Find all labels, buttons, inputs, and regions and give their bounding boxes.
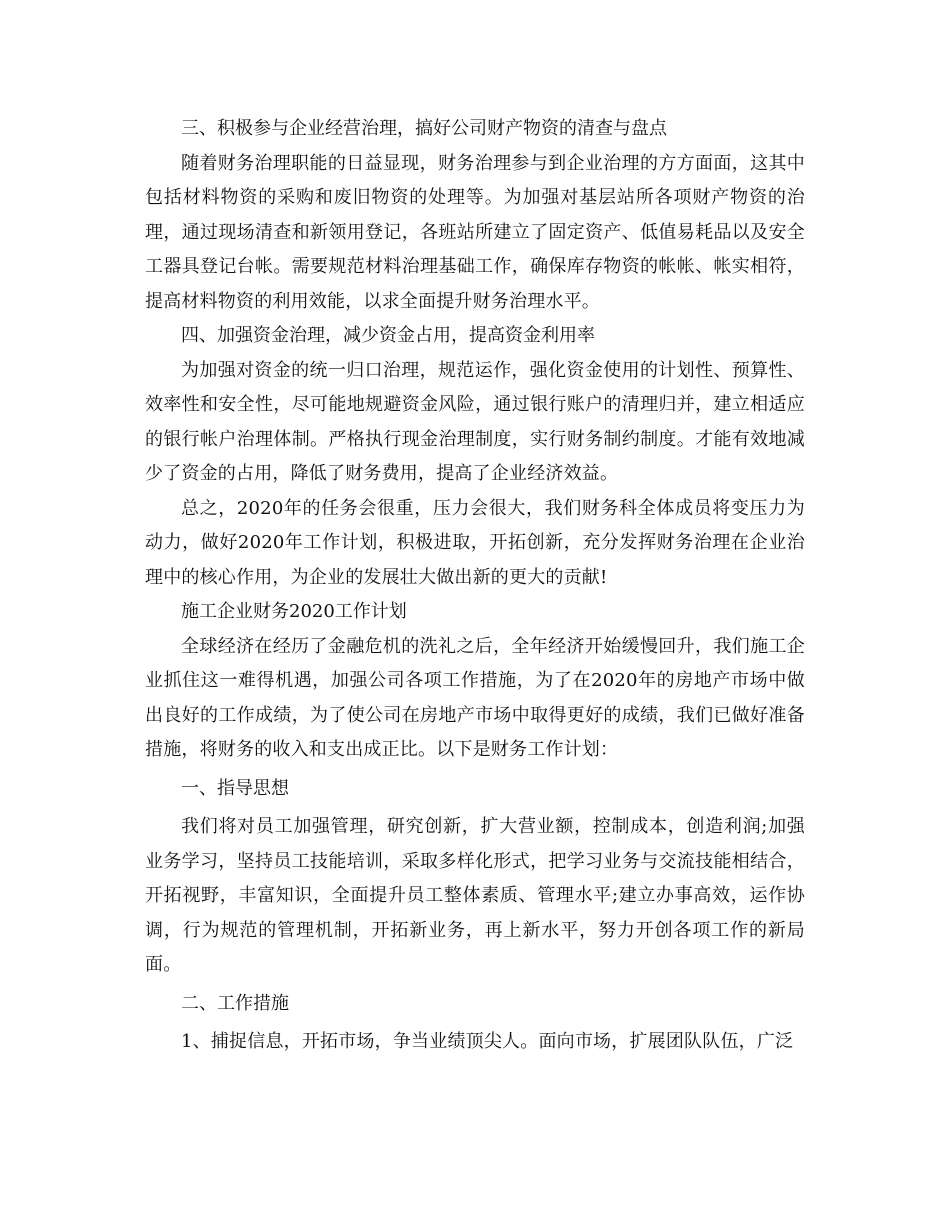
- paragraph-guiding-idea: 我们将对员工加强管理，研究创新，扩大营业额，控制成本，创造利润;加强业务学习，坚持员工技能培训，采取多样化形式，把学习业务与交流技能相结合，开拓视野，丰富知识，全面提升员工整体素质、管理水平;建立办事高效，运作协调，行为规范的管理机制，开拓新业务，再上新水平，努力开创各项工作的新局面。: [145, 816, 805, 975]
- plan-title: 施工企业财务2020工作计划: [181, 601, 407, 622]
- document-body: [145, 112, 805, 1060]
- section-heading-work-measures: 二、工作措施: [181, 992, 289, 1014]
- section-heading-3: 三、积极参与企业经营治理，搞好公司财产物资的清查与盘点: [181, 118, 667, 139]
- paragraph-measure-1: 1、捕捉信息，开拓市场，争当业绩顶尖人。面向市场，扩展团队队伍，广泛: [181, 1031, 794, 1052]
- paragraph-asset-management: 随着财务治理职能的日益显现，财务治理参与到企业治理的方方面面，这其中包括材料物资的采购和废旧物资的处理等。为加强对基层站所各项财产物资的治理，通过现场清查和新领用登记，各班站所建立了固定资产、低值易耗品以及安全工器具登记台帐。需要规范材料治理基础工作，确保库存物资的帐帐、帐实相符，提高材料物资的利用效能，以求全面提升财务治理水平。: [145, 152, 805, 312]
- paragraph-introduction: 全球经济在经历了金融危机的洗礼之后，全年经济开始缓慢回升，我们施工企业抓住这一难得机遇，加强公司各项工作措施，为了在2020年的房地产市场中做出良好的工作成绩，为了使公司在房地产市场中取得更好的成绩，我们已做好准备措施，将财务的收入和支出成正比。以下是财务工作计划：: [145, 635, 805, 760]
- section-heading-guiding-idea: 一、指导思想: [181, 777, 289, 799]
- section-heading-4: 四、加强资金治理，减少资金占用，提高资金利用率: [181, 325, 595, 346]
- paragraph-conclusion: 总之，2020年的任务会很重，压力会很大，我们财务科全体成员将变压力为动力，做好2020年工作计划，积极进取，开拓创新，充分发挥财务治理在企业治理中的核心作用，为企业的发展壮大做出新的更大的贡献!: [145, 497, 805, 588]
- paragraph-fund-management: 为加强对资金的统一归口治理，规范运作，强化资金使用的计划性、预算性、效率性和安全性，尽可能地规避资金风险，通过银行账户的清理归并，建立相适应的银行帐户治理体制。严格执行现金治理制度，实行财务制约制度。才能有效地减少了资金的占用，降低了财务费用，提高了企业经济效益。: [145, 359, 805, 484]
